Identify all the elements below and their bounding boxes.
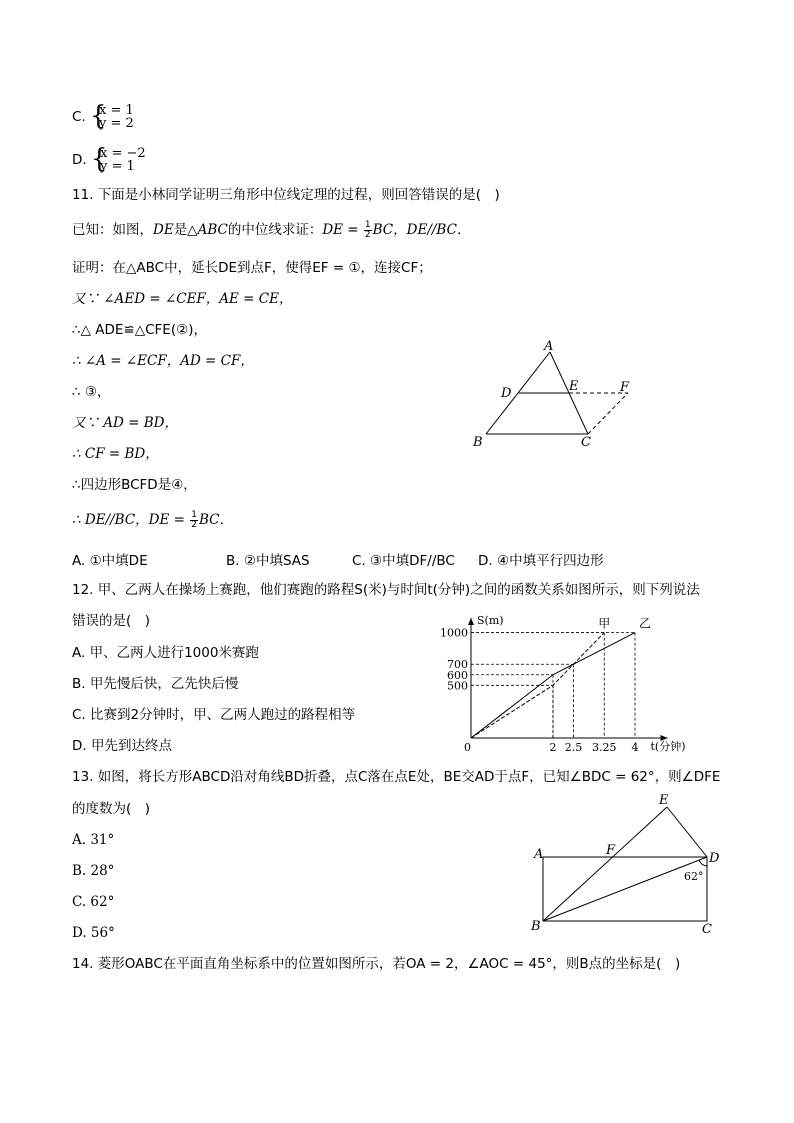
q11-option-c: C. ③中填DF//BC: [352, 553, 455, 569]
x-tick-label-2: 2.5: [564, 741, 583, 754]
y-axis-label: S(m): [477, 614, 504, 628]
diagonal-bd: [543, 857, 707, 921]
q13-option-d: D. 56°: [72, 925, 115, 941]
fraction: $\frac{1}{2}$: [364, 219, 371, 240]
series-label-1: 乙: [639, 616, 652, 631]
q11-proof-line-2: 又∵ ∠AED = ∠CEF，AE = CE，: [72, 291, 293, 307]
equation-system-c: { x = 1 y = 2: [90, 101, 134, 131]
fraction: $\frac{1}{2}$: [191, 509, 197, 530]
q10-option-c: C. { x = 1 y = 2: [72, 101, 134, 131]
segment-be: [543, 807, 667, 921]
angle-label: 62°: [684, 870, 704, 883]
series-label-0: 甲: [598, 616, 611, 631]
y-tick-label-500: 500: [447, 679, 468, 693]
q12-option-d: D. 甲先到达终点: [72, 738, 172, 754]
label-b: B: [531, 919, 541, 934]
q13-stem-line-2: 的度数为( ): [72, 801, 151, 817]
q12-option-a: A. 甲、乙两人进行1000米赛跑: [72, 645, 259, 661]
q11-stem: 11. 下面是小林同学证明三角形中位线定理的过程，则回答错误的是( ): [72, 187, 500, 203]
q11-option-d: D. ④中填平行四边形: [478, 553, 604, 569]
q13-option-c: C. 62°: [72, 894, 115, 910]
y-axis-arrow-icon: [468, 618, 474, 625]
q11-proof-line-5: ∴ ③，: [72, 384, 111, 400]
q12-option-b: B. 甲先慢后快，乙先快后慢: [72, 676, 239, 692]
angle-arc: [699, 860, 707, 866]
q11-option-a: A. ①中填DE: [72, 553, 148, 569]
label-f: F: [620, 380, 630, 395]
q12-option-c: C. 比赛到2分钟时，甲、乙两人跑过的路程相等: [72, 707, 356, 723]
x-axis-label: t(分钟): [650, 740, 686, 753]
y-tick-label-1000: 1000: [440, 626, 468, 640]
label-b: B: [473, 435, 483, 450]
q12-stem-line-2: 错误的是( ): [72, 613, 151, 629]
q12-race-chart: [430, 604, 710, 756]
segment-cf: [588, 393, 628, 434]
y-tick-label-600: 600: [447, 668, 468, 682]
q12-stem-line-1: 12. 甲、乙两人在操场上赛跑，他们赛跑的路程S(米)与时间t(分钟)之间的函数关系如图所示，则下列说法: [72, 582, 700, 598]
q11-given: 已知：如图，DE是△ABC的中位线求证：DE = $\frac{1}{2}$ BC，DE//BC．: [72, 219, 471, 240]
q11-proof-line-7: ∴ CF = BD，: [72, 446, 159, 462]
q13-option-a: A. 31°: [72, 832, 115, 848]
x-tick-label-1: 2: [549, 741, 557, 754]
q11-proof-line-8: ∴四边形BCFD是④，: [72, 477, 197, 493]
label-a: A: [544, 339, 554, 354]
q11-proof-line-3: ∴△ ADE≌△CFE(②)，: [72, 322, 207, 338]
label-d: D: [709, 851, 720, 866]
brace-icon: {: [90, 144, 108, 174]
q11-proof-line-1: 证明：在△ABC中，延长DE到点F，使得EF = ①，连接CF；: [72, 260, 432, 276]
q13-fold-figure: [526, 790, 726, 938]
label-c: C: [581, 435, 591, 450]
label-a: A: [534, 847, 544, 862]
label-e: E: [659, 793, 669, 808]
q11-proof-line-9: ∴ DE//BC，DE = $\frac{1}{2}$ BC．: [72, 509, 233, 530]
q11-proof-line-6: 又∵ AD = BD，: [72, 415, 179, 431]
q11-triangle-figure: [460, 338, 650, 450]
q13-option-b: B. 28°: [72, 863, 115, 879]
x-tick-label-3: 3.25: [592, 741, 617, 754]
segment-ed: [667, 807, 707, 857]
q10-option-d: D. { x = −2 y = 1: [72, 144, 146, 174]
label-f: F: [606, 843, 616, 858]
q14-stem: 14. 菱形OABC在平面直角坐标系中的位置如图所示，若OA = 2，∠AOC = 45°，则B点的坐标是( ): [72, 956, 681, 972]
q11-proof-line-4: ∴ ∠A = ∠ECF，AD = CF，: [72, 353, 254, 369]
y-tick-label-700: 700: [447, 658, 468, 672]
equation-system-d: { x = −2 y = 1: [90, 144, 146, 174]
label-e: E: [569, 379, 579, 394]
label-d: D: [501, 386, 512, 401]
q13-stem-line-1: 13. 如图，将长方形ABCD沿对角线BD折叠，点C落在点E处，BE交AD于点F，已知∠BDC = 62°，则∠DFE: [72, 769, 721, 785]
label-c: C: [702, 922, 712, 937]
x-tick-label-0: 0: [464, 741, 471, 754]
q11-option-b: B. ②中填SAS: [226, 553, 310, 569]
x-tick-label-4: 4: [631, 741, 639, 754]
brace-icon: {: [90, 101, 107, 131]
